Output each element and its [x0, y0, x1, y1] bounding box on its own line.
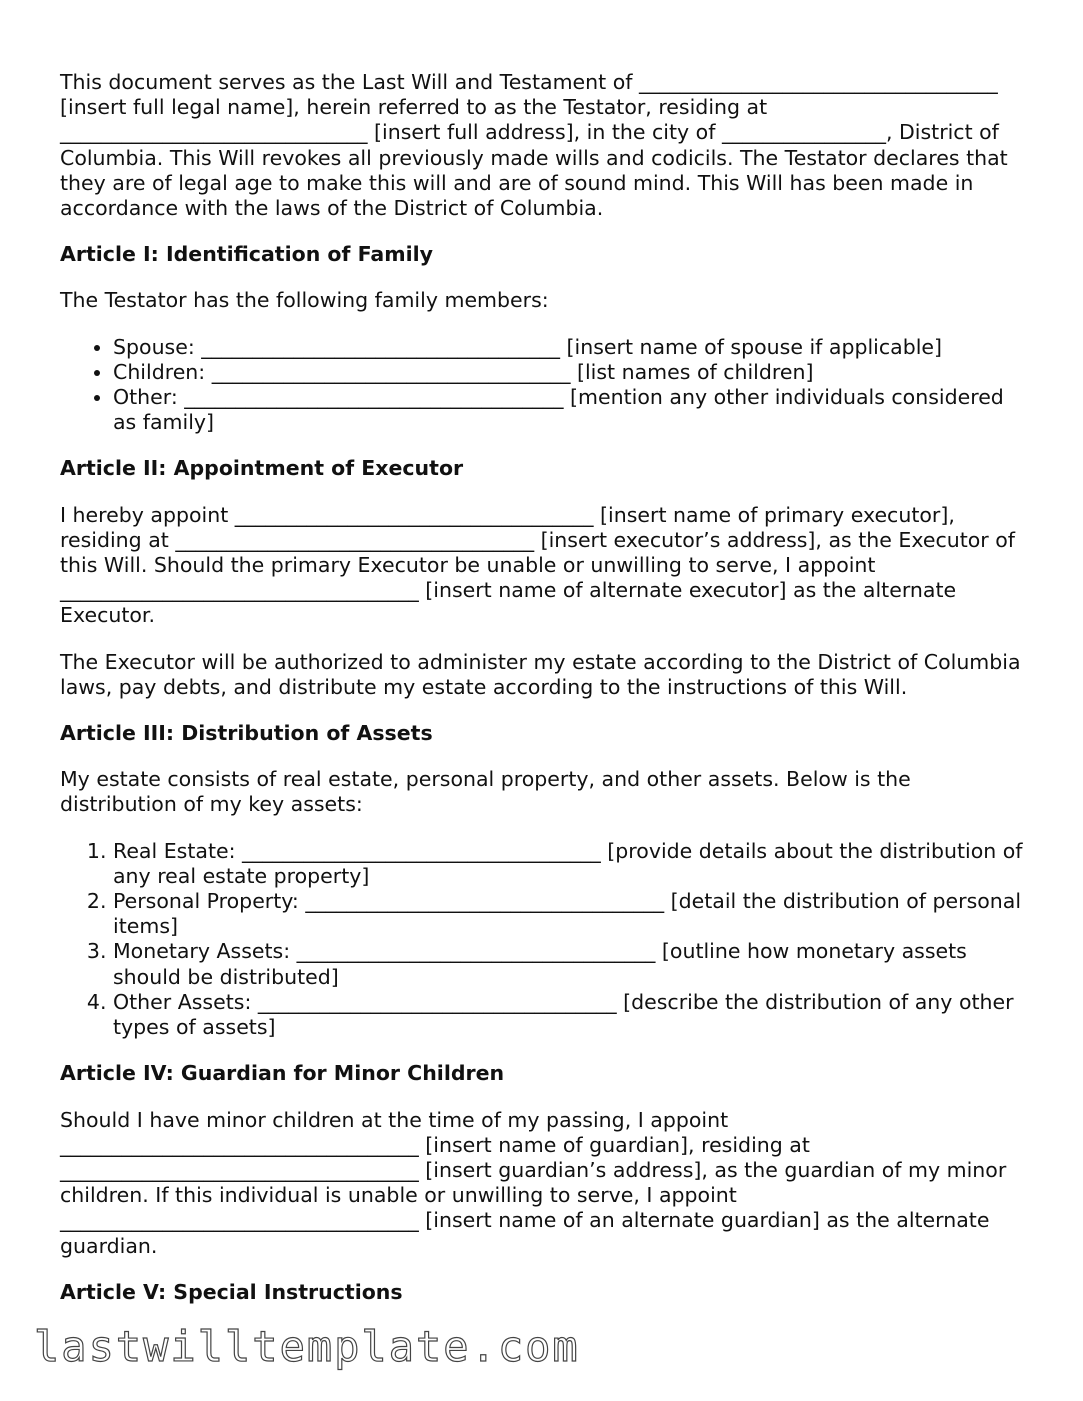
- will-document: [60, 70, 1025, 1305]
- article-2-paragraph-2: The Executor will be authorized to administer my estate according to the District of Columbia laws, pay debts, and distribute my estate according to the instructions of this Will.: [60, 649, 1021, 699]
- watermark-logo: lastwilltemplate.com: [34, 1322, 580, 1371]
- article-2-heading: Article II: Appointment of Executor: [60, 456, 464, 481]
- assets-list: [60, 839, 1025, 1041]
- article-5-heading: Article V: Special Instructions: [60, 1279, 403, 1304]
- list-item: 4. Other Assets: ___________________________________ [describe the distribution of any other types of assets]: [113, 990, 1025, 1040]
- article-3-heading: Article III: Distribution of Assets: [60, 721, 433, 746]
- intro-paragraph: This document serves as the Last Will and Testament of ___________________________________ [insert full legal name], herein referred to as the Testator, residing at ______________________________ [insert full address], in the city of ________________, District of Columbia. This Will revokes all previously made wills and codicils. The Testator declares that they are of legal age to make this will and are of sound mind. This Will has been made in accordance with the laws of the District of Columbia.: [60, 70, 1008, 221]
- article-1-heading: Article I: Identification of Family: [60, 242, 433, 267]
- list-item: 1. Real Estate: ___________________________________ [provide details about the distribution of any real estate property]: [113, 839, 1025, 889]
- article-4-paragraph: Should I have minor children at the time of my passing, I appoint ___________________________________ [insert name of guardian], residing at ___________________________________ [insert guardian’s address], as the guardian of my minor children. If this individual is unable or unwilling to serve, I appoint ___________________________________ [insert name of an alternate guardian] as the alternate guardian.: [60, 1107, 1007, 1258]
- family-list: [60, 335, 1025, 436]
- article-3-lead: My estate consists of real estate, personal property, and other assets. Below is the distribution of my key assets:: [60, 767, 911, 817]
- list-item: 2. Personal Property: ___________________________________ [detail the distribution of personal items]: [113, 889, 1025, 939]
- list-item: • Children: ___________________________________ [list names of children]: [113, 360, 1025, 385]
- article-1-lead: The Testator has the following family members:: [60, 288, 549, 313]
- list-item: • Other: _____________________________________ [mention any other individuals considered as family]: [113, 385, 1025, 435]
- list-item: 3. Monetary Assets: ___________________________________ [outline how monetary assets should be distributed]: [113, 939, 1025, 989]
- article-4-heading: Article IV: Guardian for Minor Children: [60, 1061, 505, 1086]
- article-2-paragraph-1: I hereby appoint ___________________________________ [insert name of primary executor], residing at ___________________________________ [insert executor’s address], as the Executor of this Will. Should the primary Executor be unable or unwilling to serve, I appoint ___________________________________ [insert name of alternate executor] as the alternate Executor.: [60, 502, 1015, 628]
- list-item: • Spouse: ___________________________________ [insert name of spouse if applicable]: [113, 335, 1025, 360]
